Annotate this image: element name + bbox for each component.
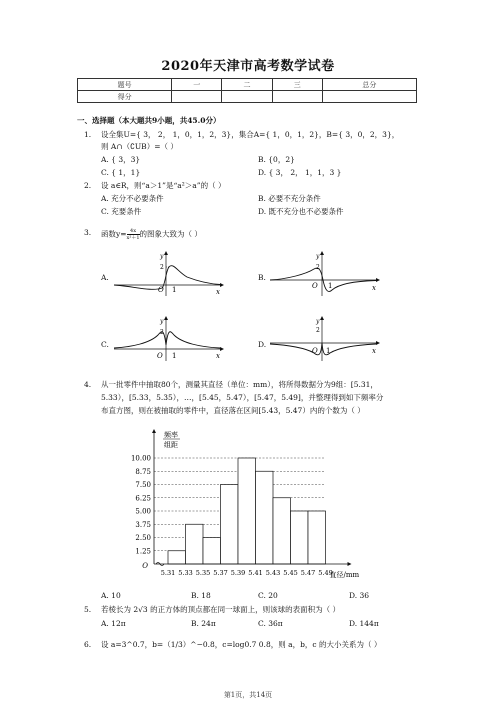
y-tick-label: 10.00: [130, 454, 151, 463]
q1-stem-cont: 则 A∩（∁UB）=（ ）: [101, 142, 178, 151]
histogram-bar: [308, 511, 326, 564]
histogram-bar: [221, 485, 239, 565]
score-row-label: 得分: [78, 91, 172, 103]
x-tick-label: 5.43: [265, 569, 281, 577]
q4-option-b: B. 18: [191, 591, 211, 600]
q2-number: 2.: [84, 181, 92, 190]
q4-option-d: D. 36: [349, 591, 370, 600]
graph-x-label: x: [372, 347, 376, 355]
score-cell: [322, 91, 416, 103]
q2-option-c: C. 充要条件: [101, 207, 142, 216]
graph-y-label: y: [316, 318, 320, 325]
q1-option-b: B. {0，2}: [258, 155, 295, 164]
y-axis-arrow: [152, 429, 156, 433]
score-header-cell: 总分: [322, 79, 416, 91]
x-tick-label: 5.35: [195, 569, 211, 577]
q1-option-d: D. { 3， 2， 1，1，3 }: [258, 168, 342, 177]
q1-option-a: A. { 3，3}: [101, 155, 141, 164]
x-tick-label: 5.47: [300, 569, 316, 577]
score-cell: [272, 91, 322, 103]
q3-label-a: A.: [101, 273, 109, 282]
graph-two-label: 2: [316, 264, 320, 271]
origin-label: O: [142, 562, 148, 570]
q3-graph-c: [112, 315, 224, 363]
y-axis-label-bottom: 组距: [164, 441, 178, 449]
q3-frac-den: x²＋1: [126, 235, 140, 241]
q3-label-d: D.: [258, 340, 267, 349]
q4-option-c: C. 20: [258, 591, 278, 600]
q5-option-a: A. 12π: [101, 619, 126, 628]
q5-option-c: C. 36π: [258, 619, 283, 628]
q3-label-b: B.: [258, 273, 266, 282]
y-axis-label-top: 频率: [164, 431, 178, 439]
x-tick-label: 5.33: [178, 569, 193, 577]
q3-label-c: C.: [101, 340, 109, 349]
score-header-cell: 一: [172, 79, 222, 91]
q5-option-b: B. 24π: [191, 619, 216, 628]
frequency-histogram: [112, 428, 372, 586]
graph-x-label: x: [372, 284, 376, 292]
page-title: 2020年天津市高考数学试卷: [161, 59, 335, 74]
histogram-bar: [273, 498, 291, 564]
q3-graph-a: [112, 250, 224, 298]
score-cell: [172, 91, 222, 103]
q1-number: 1.: [84, 130, 92, 139]
q5-stem: 若棱长为 2√3 的正方体的顶点都在同一球面上，则该球的表面积为（ ）: [101, 605, 340, 614]
histogram-bar: [186, 524, 204, 564]
q2-stem: 设 a∈R，则“a＞1”是“a²＞a”的（ ）: [101, 181, 226, 190]
histogram-bar: [256, 471, 274, 564]
q4-option-a: A. 10: [101, 591, 121, 600]
q4-stem-cont: 布直方图，则在被抽取的零件中，直径落在区间[5.43，5.47）内的个数为（ ）: [101, 406, 365, 415]
q4-stem-cont: 5.33），[5.33，5.35），…，[5.45，5.47），[5.47，5.49]，并整理得到如下频率分: [101, 393, 384, 402]
q6-stem: 设 a=3^0.7，b=（1/3）^−0.8，c=log0.7 0.8，则 a，b，c 的大小关系为（ ）: [101, 640, 382, 649]
graph-two-label: 2: [160, 329, 164, 336]
x-axis-arrow: [348, 562, 352, 566]
score-table: [77, 78, 417, 103]
graph-two-label: 2: [316, 327, 320, 334]
q3-stem-post: 的图象大致为（ ）: [139, 229, 202, 239]
q3-number: 3.: [84, 228, 92, 237]
q3-frac-num: 4x: [127, 228, 140, 235]
q5-option-d: D. 144π: [349, 619, 379, 628]
graph-x-label: x: [216, 288, 220, 296]
graph-one-label: 1: [326, 347, 331, 355]
x-tick-label: 5.45: [283, 569, 298, 577]
x-axis-label: 直径/mm: [329, 571, 360, 579]
q3-graph-d: [268, 315, 380, 363]
graph-one-label: 1: [328, 282, 333, 290]
x-tick-label: 5.37: [213, 569, 228, 577]
page-footer: 第1页，共14页: [223, 691, 273, 699]
section-heading: 一、选择题（本大题共9小题，共45.0分）: [77, 116, 221, 125]
score-header-cell: 题号: [78, 79, 172, 91]
histogram-bar: [238, 458, 256, 564]
q1-option-c: C. { 1，1}: [101, 168, 141, 177]
y-tick-label: 1.25: [135, 547, 151, 556]
graph-one-label: 1: [172, 286, 177, 294]
x-tick-label: 5.49: [318, 569, 333, 577]
histogram-bar: [168, 551, 186, 564]
score-cell: [222, 91, 272, 103]
x-tick-label: 5.41: [248, 569, 263, 577]
y-tick-label: 5.00: [135, 507, 151, 516]
y-tick-label: 8.75: [135, 467, 151, 476]
score-row: [78, 91, 417, 103]
q3-stem: [101, 228, 202, 241]
y-tick-label: 2.50: [135, 534, 151, 542]
y-tick-label: 6.25: [135, 494, 151, 503]
graph-origin-label: O: [312, 282, 318, 290]
y-tick-label: 3.75: [135, 520, 151, 529]
q1-stem: 设全集U={ 3， 2， 1，0，1，2，3}，集合A={ 1，0，1，2}，B={ 3，0，2，3}，: [101, 130, 400, 139]
q4-stem: 从一批零件中抽取80个，测量其直径（单位：mm），将所得数据分为9组：[5.31，: [101, 380, 378, 389]
q5-number: 5.: [84, 605, 92, 614]
graph-y-label: y: [316, 253, 320, 260]
q3-graph-b: [268, 250, 380, 298]
histogram-bar: [203, 538, 221, 565]
score-header-cell: 三: [272, 79, 322, 91]
q6-number: 6.: [84, 640, 92, 649]
graph-origin-label: O: [158, 286, 164, 294]
score-header-row: [78, 79, 417, 91]
q3-stem-pre: 函数y=: [101, 229, 127, 239]
x-tick-label: 5.39: [230, 569, 246, 577]
q2-option-a: A. 充分不必要条件: [101, 194, 164, 203]
graph-origin-label: O: [312, 347, 318, 355]
histogram-bar: [291, 511, 309, 564]
graph-two-label: 2: [160, 264, 164, 271]
score-header-cell: 二: [222, 79, 272, 91]
graph-one-label: 1: [172, 352, 177, 360]
graph-y-label: y: [160, 253, 164, 260]
x-tick-label: 5.31: [160, 569, 176, 577]
q3-fraction: [127, 228, 140, 241]
graph-y-label: y: [160, 318, 164, 325]
graph-origin-label: O: [157, 352, 163, 360]
q2-option-d: D. 既不充分也不必要条件: [258, 207, 344, 216]
q2-option-b: B. 必要不充分条件: [258, 194, 321, 203]
q4-number: 4.: [84, 380, 92, 389]
graph-x-label: x: [216, 352, 220, 360]
y-tick-label: 7.50: [135, 481, 151, 489]
